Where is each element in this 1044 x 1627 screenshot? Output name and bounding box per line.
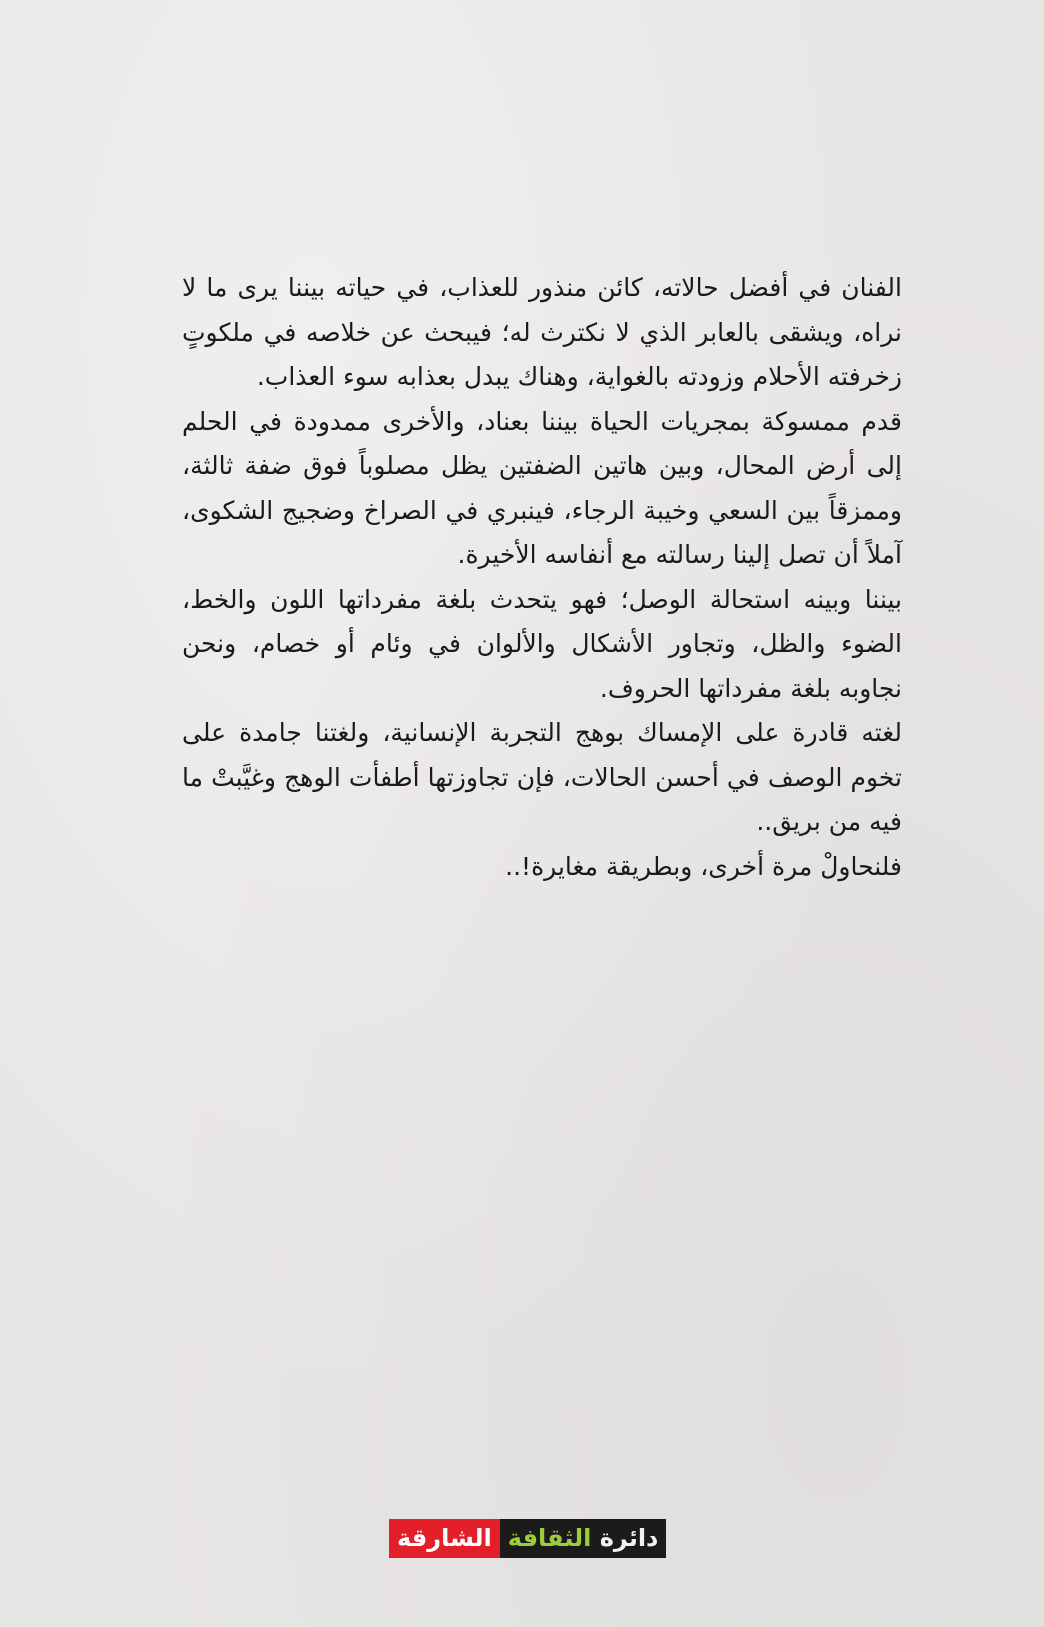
blurb-paragraph-2: قدم ممسوكة بمجريات الحياة بيننا بعناد، والأخرى ممدودة في الحلم إلى أرض المحال، وبين هاتين الضفتين يظل مصلوباً فوق ضفة ثالثة، وممزقاً بين السعي وخيبة الرجاء، فينبري في الصراخ وضجيج الشكوى، آملاً أن تصل إلينا رسالته مع أنفاسه الأخيرة. (182, 406, 902, 569)
blurb-paragraph-3: بيننا وبينه استحالة الوصل؛ فهو يتحدث بلغة مفرداتها اللون والخط، الضوء والظل، وتجاور الأشكال والألوان في وئام أو خصام، ونحن نجاوبه بلغة مفرداتها الحروف. (182, 584, 902, 703)
blurb-paragraph-4: لغته قادرة على الإمساك بوهج التجربة الإنسانية، ولغتنا جامدة على تخوم الوصف في أحسن الحالات، فإن تجاوزتها أطفأت الوهج وغيَّبتْ ما فيه من بريق.. (182, 718, 902, 836)
publisher-logo-department (500, 1519, 667, 1558)
back-cover-blurb (182, 266, 902, 889)
publisher-logo (389, 1519, 666, 1558)
blurb-paragraph-5: فلنحاولْ مرة أخرى، وبطريقة مغايرة!.. (505, 851, 902, 881)
publisher-logo-department-accent: الثقافة (507, 1524, 592, 1552)
publisher-logo-department-main: دائرة (599, 1524, 659, 1552)
blurb-paragraph-1: الفنان في أفضل حالاته، كائن منذور للعذاب، في حياته بيننا يرى ما لا نراه، ويشقى بالعابر الذي لا نكترث له؛ فيبحث عن خلاصه في ملكوتٍ زخرفته الأحلام وزودته بالغواية، وهناك يبدل بعذابه سوء العذاب. (182, 273, 902, 391)
publisher-logo-city: الشارقة (389, 1519, 500, 1558)
